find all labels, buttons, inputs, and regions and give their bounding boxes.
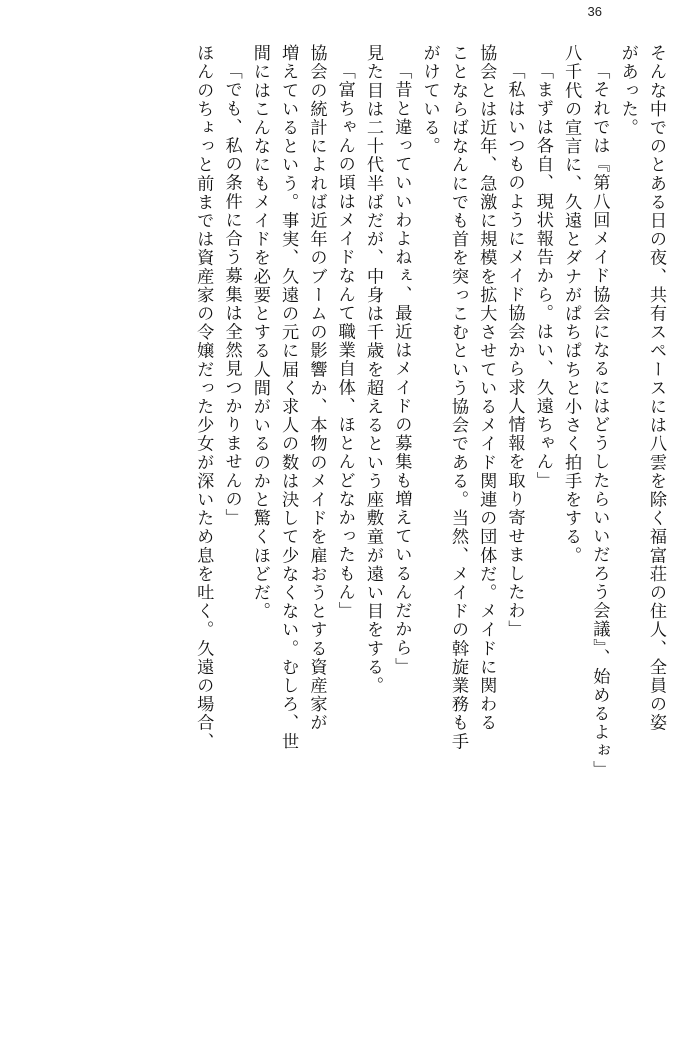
- text-line: 間にはこんなにもメイドを必要とする人間がいるのかと驚くほどだ。: [249, 44, 270, 621]
- page-number: 36: [587, 4, 602, 19]
- text-line: そんな中でのとある日の夜、共有スペースには八雲を除く福富荘の住人、全員の姿: [646, 44, 666, 733]
- text-line: があった。: [617, 44, 638, 137]
- text-line: 「それでは『第八回メイド協会になるにはどうしたらいいだろう会議』、始めるよぉ」: [589, 62, 610, 779]
- text-line: 協会の統計によれば近年のブームの影響か、本物のメイドを雇おうとする資産家が: [306, 44, 327, 733]
- text-line: 「でも、私の条件に合う募集は全然見つかりませんの」: [221, 62, 242, 527]
- text-line: 「私はいつものようにメイド協会から求人情報を取り寄せましたわ」: [504, 62, 525, 639]
- text-line: 「昔と違っていいわよねぇ、最近はメイドの募集も増えているんだから」: [391, 62, 412, 676]
- text-line: 見た目は二十代半ばだが、中身は千歳を超えるという座敷童が遠い目をする。: [363, 44, 384, 695]
- text-line: 「まずは各自、現状報告から。はい、久遠ちゃん」: [532, 62, 553, 490]
- text-line: 八千代の宣言に、久遠とダナがぱちぱちと小さく拍手をする。: [561, 44, 582, 565]
- text-line: 増えているという。事実、久遠の元に届く求人の数は決して少なくない。むしろ、世: [278, 44, 299, 751]
- text-line: がけている。: [419, 44, 440, 156]
- text-line: ほんのちょっと前までは資産家の令嬢だった少女が深いため息を吐く。久遠の場合、: [193, 44, 214, 751]
- text-line: 「富ちゃんの頃はメイドなんて職業自体、ほとんどなかったもん」: [334, 62, 355, 620]
- body-text-block: [26, 44, 664, 1016]
- text-line: 協会とは近年、急激に規模を拡大させているメイド関連の団体だ。メイドに関わる: [476, 44, 497, 733]
- text-line: ことならばなんにでも首を突っこむという協会である。当然、メイドの斡旋業務も手: [447, 44, 468, 751]
